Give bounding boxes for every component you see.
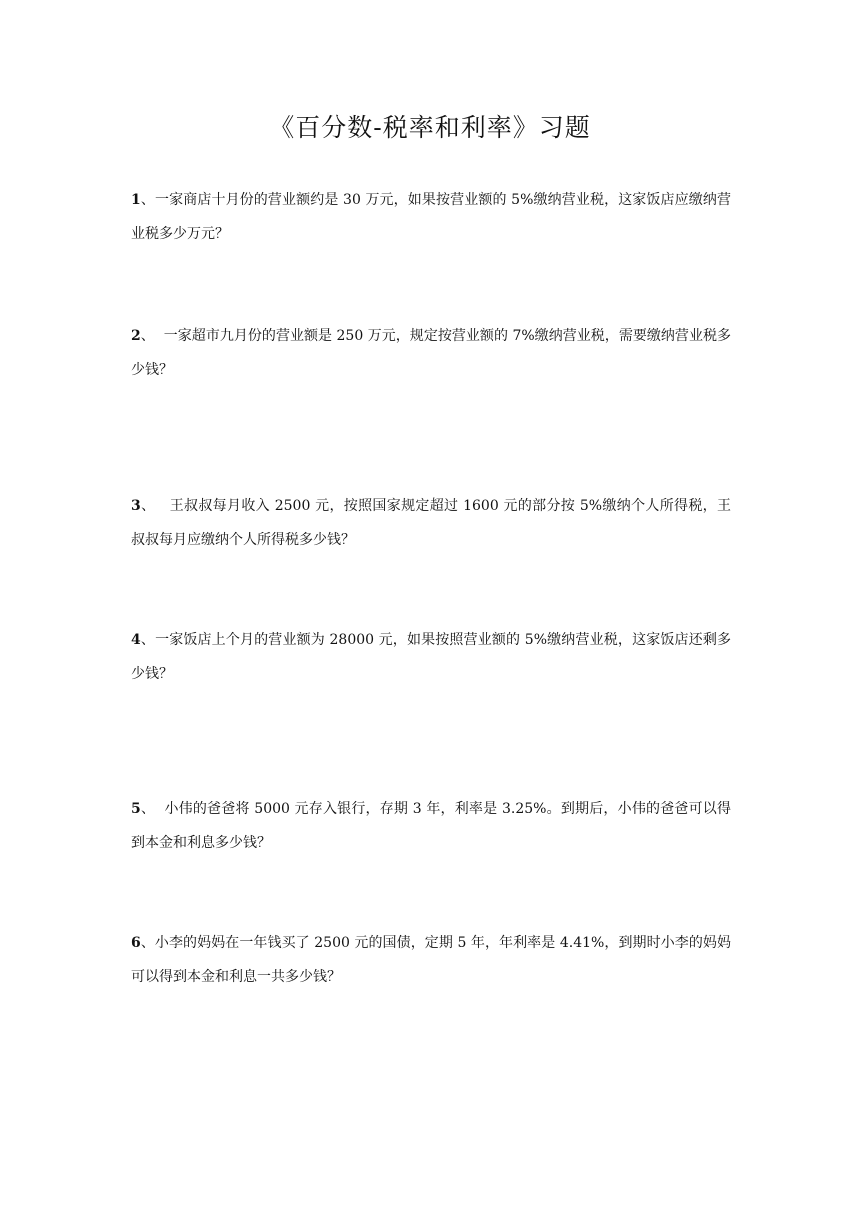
question-number: 2 (131, 328, 141, 344)
question-number: 3 (131, 498, 141, 514)
question-2 (131, 319, 731, 387)
question-separator: 、 (140, 192, 155, 208)
question-5 (131, 792, 731, 860)
question-3 (131, 489, 731, 557)
question-number: 6 (131, 935, 141, 951)
question-4 (131, 623, 731, 691)
question-text: 小李的妈妈在一年钱买了 2500 元的国债，定期 5 年，年利率是 4.41%，到期时小李的妈妈可以得到本金和利息一共多少钱？ (131, 935, 732, 985)
question-number: 5 (131, 801, 141, 817)
question-1 (131, 183, 731, 251)
question-number: 1 (131, 192, 141, 208)
question-separator: 、 (140, 498, 170, 514)
question-text: 王叔叔每月收入 2500 元，按照国家规定超过 1600 元的部分按 5%缴纳个人所得税，王叔叔每月应缴纳个人所得税多少钱？ (131, 498, 732, 548)
question-text: 一家商店十月份的营业额约是 30 万元，如果按营业额的 5%缴纳营业税，这家饭店应缴纳营业税多少万元？ (131, 192, 731, 242)
question-separator: 、 (140, 328, 164, 344)
question-separator: 、 (140, 801, 165, 817)
question-separator: 、 (140, 935, 155, 951)
question-number: 4 (131, 632, 141, 648)
question-text: 一家超市九月份的营业额是 250 万元，规定按营业额的 7%缴纳营业税，需要缴纳营业税多少钱？ (131, 328, 731, 378)
page-title: 《百分数-税率和利率》习题 (269, 113, 591, 142)
question-text: 小伟的爸爸将 5000 元存入银行，存期 3 年，利率是 3.25%。到期后，小伟的爸爸可以得到本金和利息多少钱？ (131, 801, 732, 851)
question-separator: 、 (140, 632, 156, 648)
question-text: 一家饭店上个月的营业额为 28000 元，如果按照营业额的 5%缴纳营业税，这家饭店还剩多少钱？ (131, 632, 731, 682)
question-6 (131, 926, 731, 994)
